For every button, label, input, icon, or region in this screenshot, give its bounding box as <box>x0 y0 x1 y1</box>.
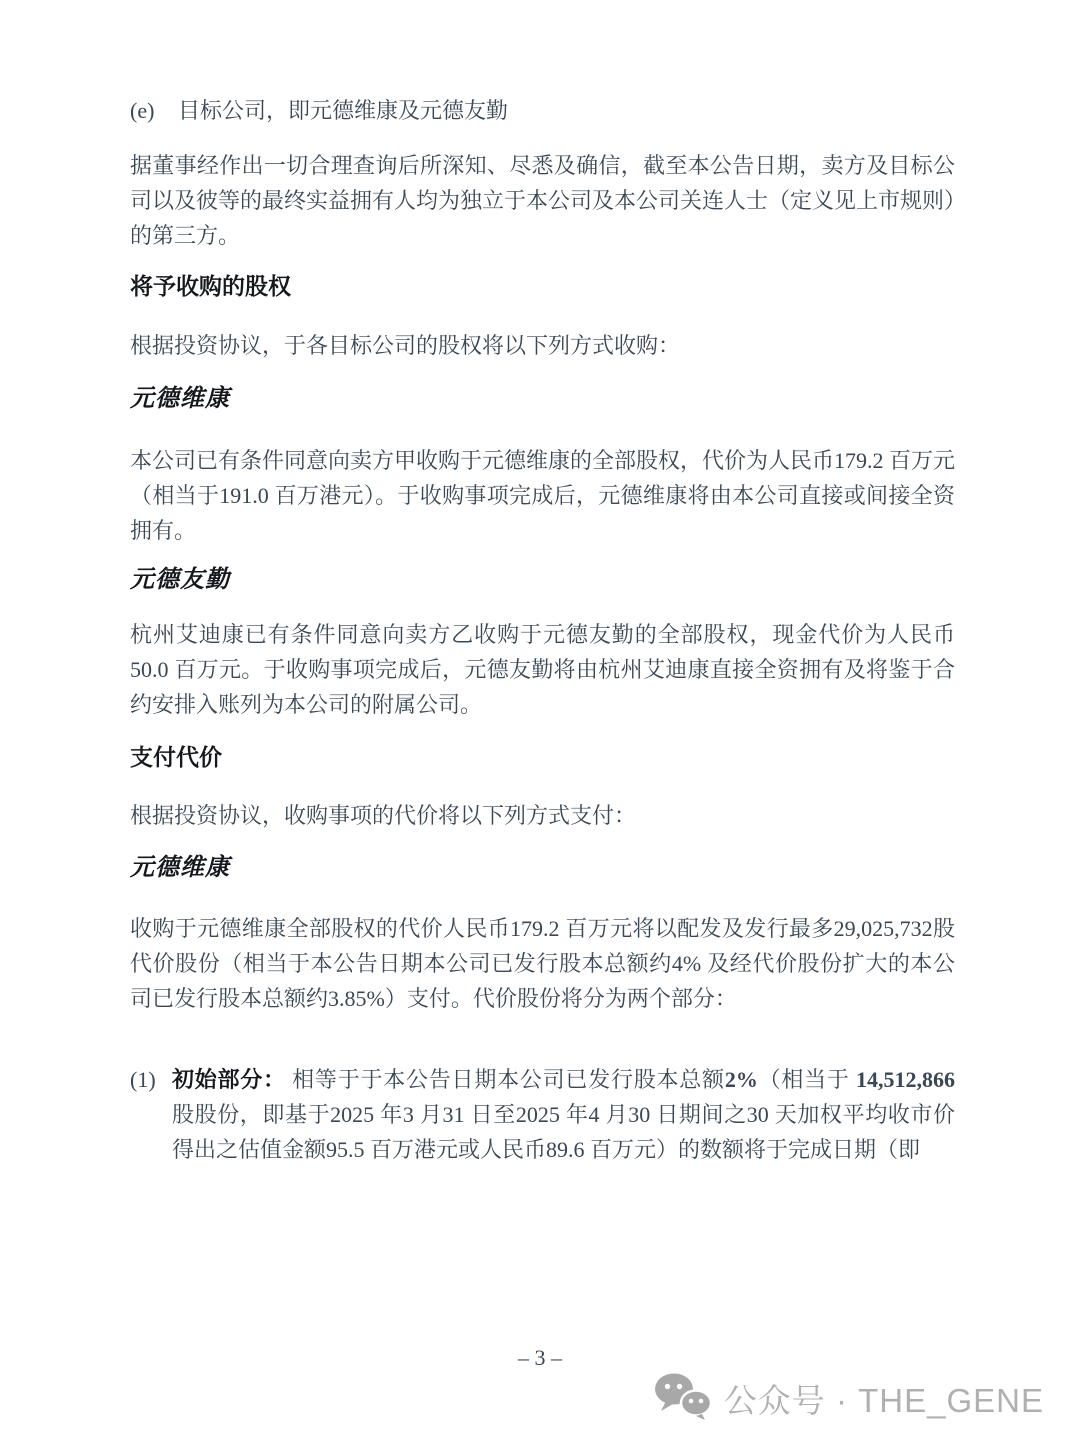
list-item-e <box>130 93 955 128</box>
initial-portion-seg-a: 相等于于本公告日期本公司已发行股本总额 <box>285 1067 725 1092</box>
share-count-value: 14,512,866 <box>855 1067 955 1092</box>
page-number: – 3 – <box>518 1345 562 1370</box>
item-e-text: 目标公司，即元德维康及元德友勤 <box>178 98 509 123</box>
wechat-icon <box>654 1372 712 1425</box>
paragraph-independence: 据董事经作出一切合理查询后所深知、尽悉及确信，截至本公告日期，卖方及目标公司以及彼等的最终实益拥有人均为独立于本公司及本公司关连人士（定义见上市规则）的第三方。 <box>130 153 956 248</box>
initial-portion-seg-c: （相当于 <box>757 1067 856 1092</box>
heading-payment-of-consideration: 支付代价 <box>130 744 222 770</box>
paragraph-weikang-consideration: 收购于元德维康全部股权的代价人民币179.2 百万元将以配发及发行最多29,025,732股代价股份（相当于本公告日期本公司已发行股本总额约4% 及经代价股份扩大的本公司已发行股本总额约3.85%）支付。代价股份将分为两个部分： <box>130 916 955 1011</box>
paragraph-payment-intro: 根据投资协议，收购事项的代价将以下列方式支付： <box>130 803 637 828</box>
subheading-youqin: 元德友勤 <box>130 566 230 593</box>
heading-equity-to-be-acquired: 将予收购的股权 <box>130 273 291 299</box>
paragraph-weikang-acquisition: 本公司已有条件同意向卖方甲收购于元德维康的全部股权，代价为人民币179.2 百万元（相当于191.0 百万港元）。于收购事项完成后，元德维康将由本公司直接或间接全资拥有。 <box>130 448 956 543</box>
paragraph-youqin-acquisition: 杭州艾迪康已有条件同意向卖方乙收购于元德友勤的全部股权，现金代价为人民币50.0 百万元。于收购事项完成后，元德友勤将由杭州艾迪康直接全资拥有及将鉴于合约安排入账列为本公司的附属公司。 <box>130 622 955 717</box>
list-item-1-marker: (1) <box>130 1067 156 1092</box>
watermark-label: 公众号 · THE_GENE <box>723 1382 1044 1419</box>
percent-value: 2% <box>724 1067 758 1092</box>
wechat-watermark <box>654 1372 1044 1425</box>
list-item-1-initial-portion <box>130 1062 955 1167</box>
initial-portion-label: 初始部分： <box>172 1067 286 1092</box>
initial-portion-seg-e: 股股份，即基于2025 年3 月31 日至2025 年4 月30 日期间之30 天加权平均收市价得出之估值金额95.5 百万港元或人民币89.6 百万元）的数额将于完成日期（即 <box>172 1102 955 1162</box>
item-e-marker: (e) <box>130 98 155 123</box>
document-body <box>130 0 955 1167</box>
paragraph-equity-intro: 根据投资协议，于各目标公司的股权将以下列方式收购： <box>130 333 681 358</box>
subheading-weikang-payment: 元德维康 <box>130 854 230 881</box>
list-item-1-text <box>172 1062 955 1167</box>
subheading-weikang: 元德维康 <box>130 385 230 412</box>
